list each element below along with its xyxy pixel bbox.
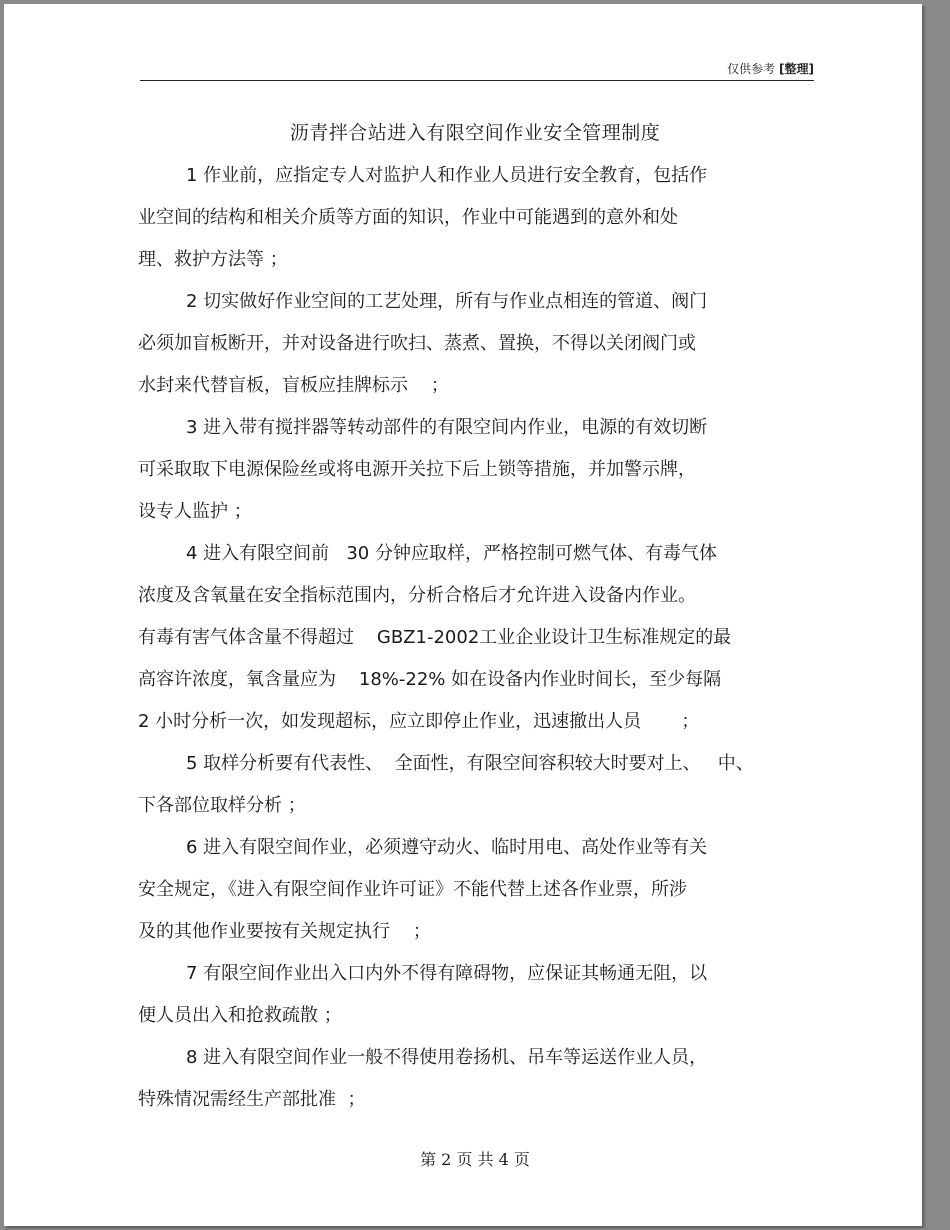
paragraph-line: 1 作业前，应指定专人对监护人和作业人员进行安全教育，包括作 [186,165,708,186]
paragraph-line: 3 进入带有搅拌器等转动部件的有限空间内作业，电源的有效切断 [186,417,708,438]
page-footer: 第 2 页 共 4 页 [420,1150,530,1169]
header-bracket: [整理] [779,62,814,76]
paragraph-line: 及的其他作业要按有关规定执行 ； [138,921,431,942]
paragraph-line: 有毒有害气体含量不得超过 GBZ1-2002工业企业设计卫生标准规定的最 [138,627,732,648]
header-note: 仅供参考 [727,62,776,76]
document-title: 沥青拌合站进入有限空间作业安全管理制度 [289,122,661,144]
page-header [140,60,814,77]
paragraph-line: 理、救护方法等 ； [138,249,288,270]
paragraph-line: 2 切实做好作业空间的工艺处理，所有与作业点相连的管道、阀门 [186,291,708,312]
paragraph-line: 可采取取下电源保险丝或将电源开关拉下后上锁等措施，并加警示牌， [138,459,696,480]
paragraph-line: 2 小时分析一次，如发现超标，应立即停止作业，迅速撤出人员 ； [138,711,700,732]
paragraph-line: 设专人监护 ； [138,501,252,522]
paragraph-line: 安全规定，《进入有限空间作业许可证》不能代替上述各作业票，所涉 [138,879,687,900]
paragraph-line: 特殊情况需经生产部批准 ； [138,1089,366,1110]
header-rule [140,80,814,81]
paragraph-line: 水封来代替盲板，盲板应挂牌标示 ； [138,375,449,396]
paragraph-line: 8 进入有限空间作业一般不得使用卷扬机、吊车等运送作业人员， [186,1047,708,1068]
document-body [138,155,818,1121]
paragraph-line: 浓度及含氧量在安全指标范围内，分析合格后才允许进入设备内作业。 [138,585,696,606]
paragraph-line: 高容许浓度，氧含量应为 18%-22% 如在设备内作业时间长，至少每隔 [138,669,722,690]
paragraph-line: 必须加盲板断开，并对设备进行吹扫、蒸煮、置换，不得以关闭阀门或 [138,333,696,354]
paragraph-line: 业空间的结构和相关介质等方面的知识，作业中可能遇到的意外和处 [138,207,678,228]
paragraph-line: 5 取样分析要有代表性、 全面性，有限空间容积较大时要对上、 中、 [186,753,754,774]
paragraph-line: 6 进入有限空间作业，必须遵守动火、临时用电、高处作业等有关 [186,837,708,858]
paragraph-line: 下各部位取样分析 ； [138,795,306,816]
paragraph-line: 4 进入有限空间前 30 分钟应取样，严格控制可燃气体、有毒气体 [186,543,717,564]
paragraph-line: 便人员出入和抢救疏散 ； [138,1005,342,1026]
paragraph-line: 7 有限空间作业出入口内外不得有障碍物，应保证其畅通无阻，以 [186,963,708,984]
